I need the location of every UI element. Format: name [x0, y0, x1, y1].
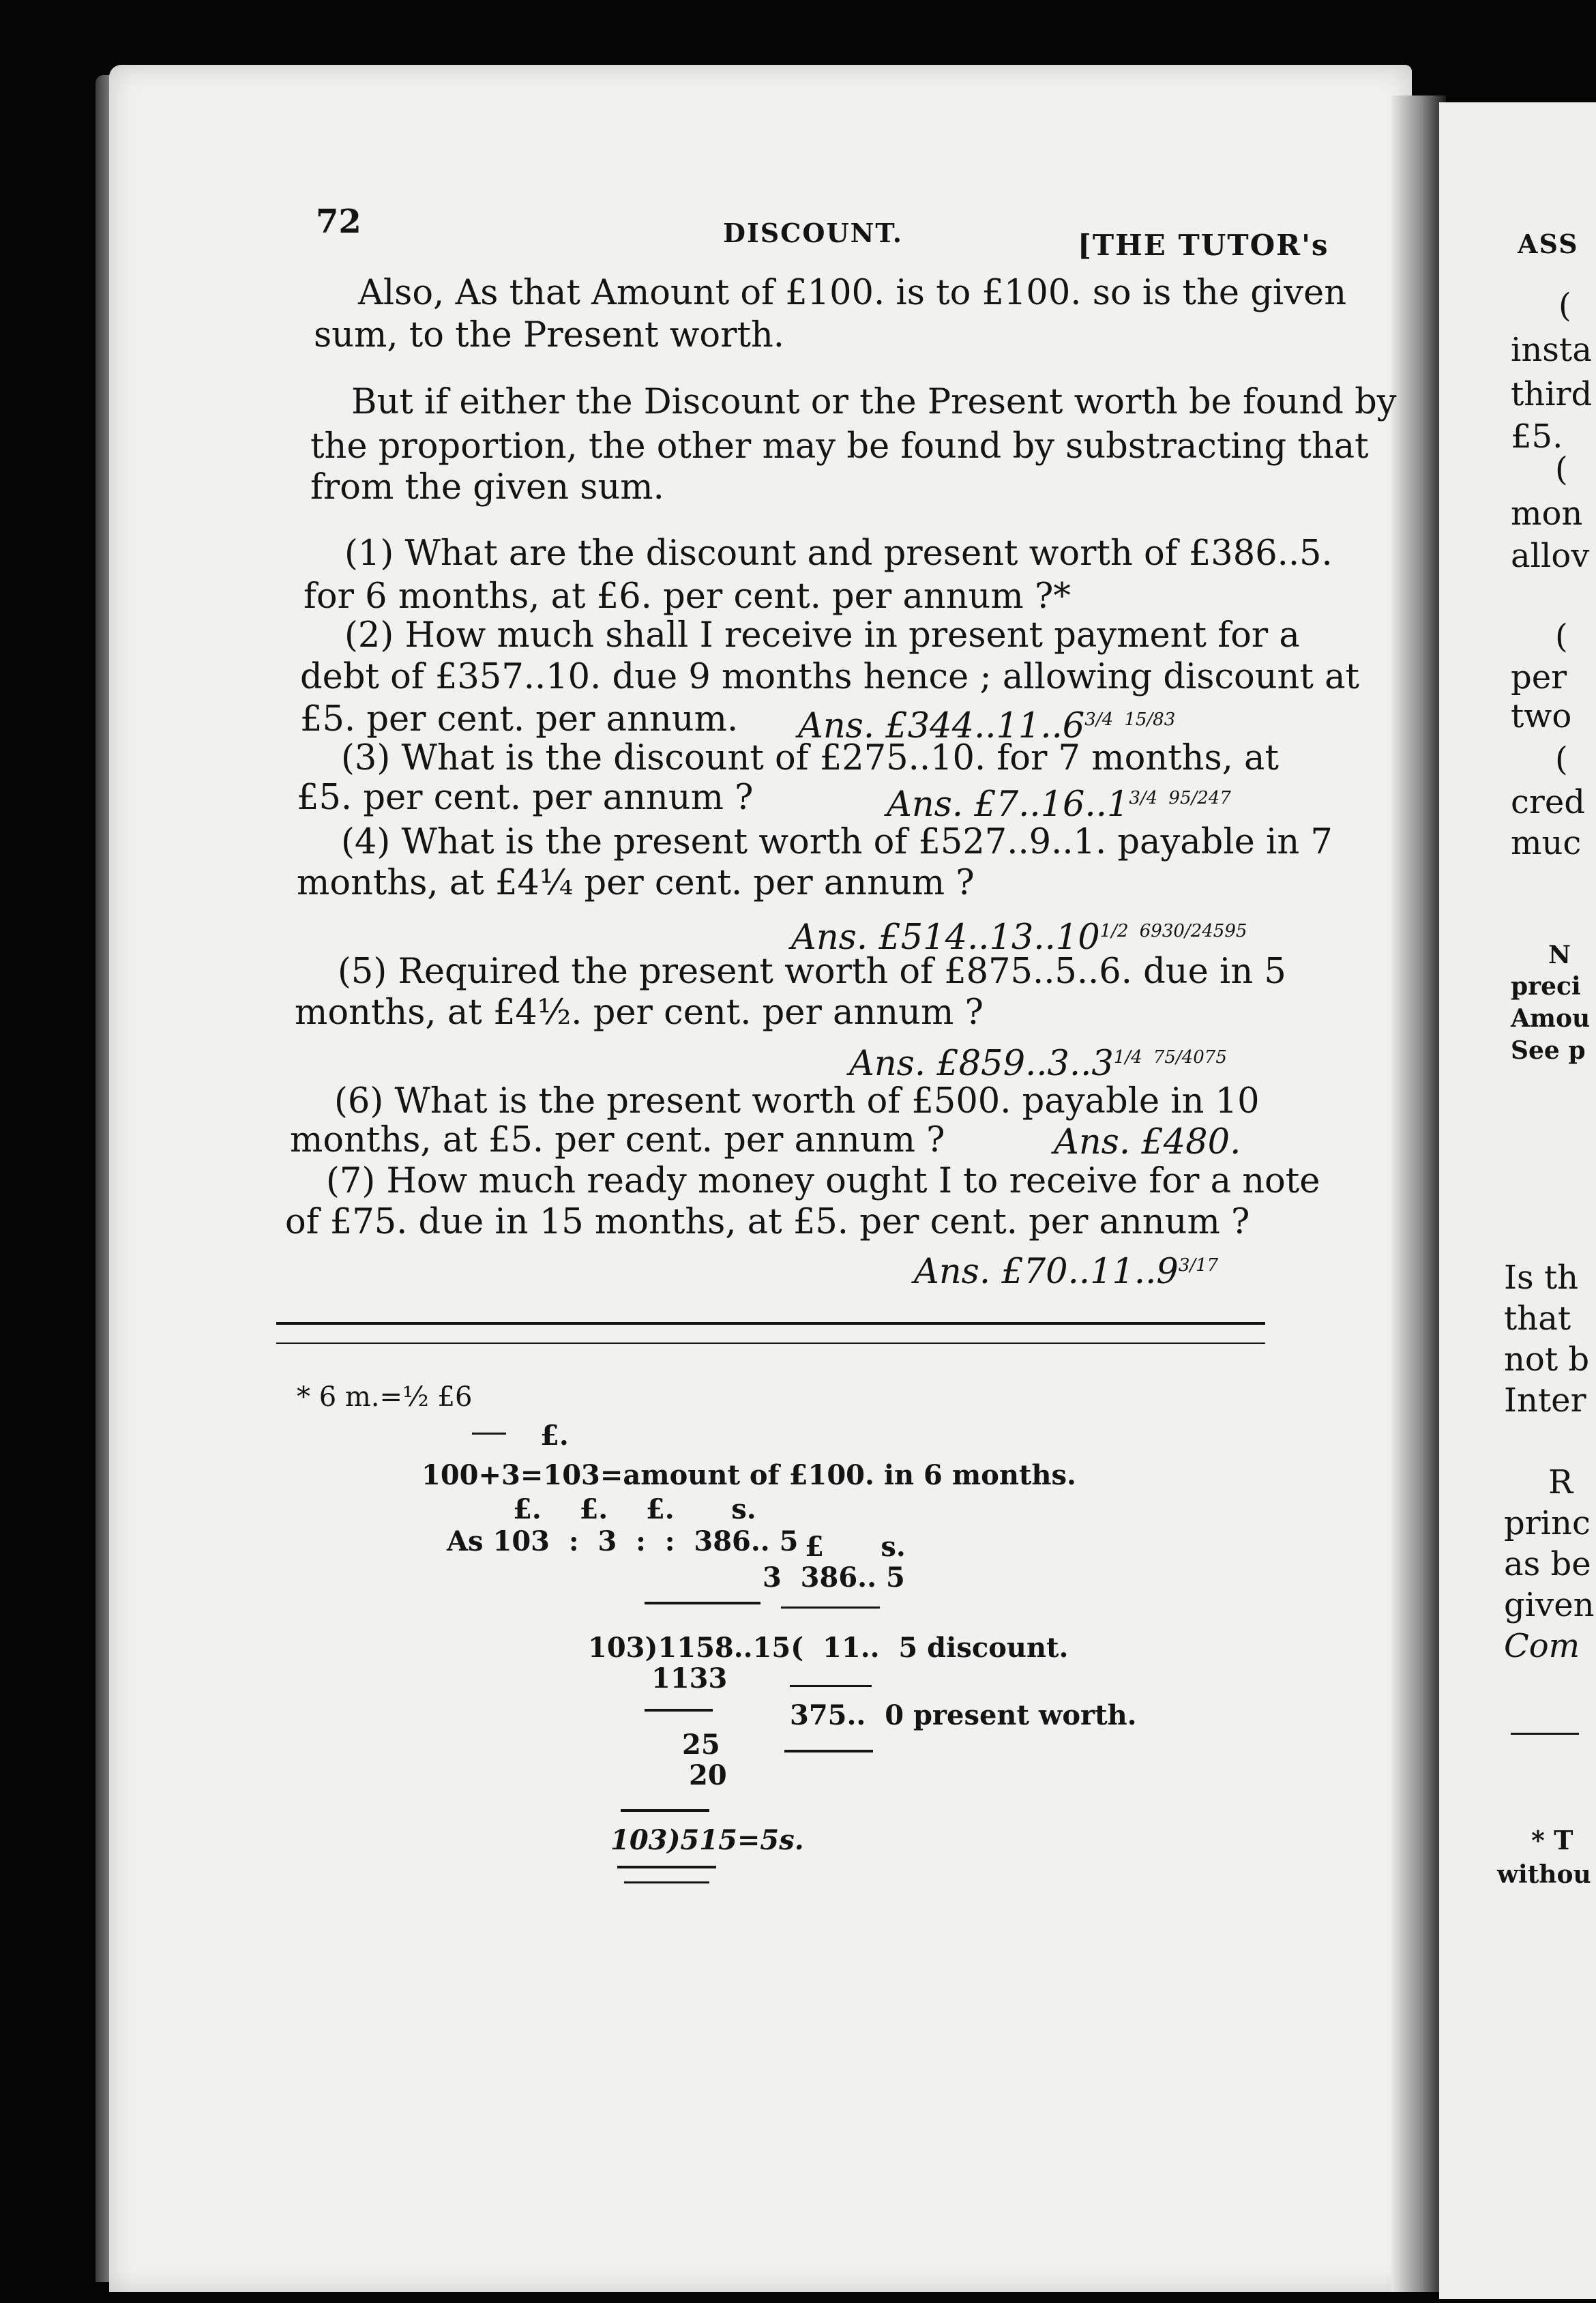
right-frag-22: R — [1548, 1463, 1573, 1501]
right-frag-25: given — [1504, 1586, 1595, 1624]
footnote-line-4: 3 386.. 5 — [763, 1561, 905, 1594]
problem-2-line-3: £5. per cent. per annum. — [300, 699, 739, 739]
right-frag-23: princ — [1504, 1504, 1591, 1542]
problem-4-line-2: months, at £4¼ per cent. per annum ? — [297, 863, 975, 903]
problem-3-line-1: (3) What is the discount of £275..10. for 7 months, at — [341, 738, 1279, 778]
right-frag-26: Com — [1504, 1627, 1580, 1665]
page-number: 72 — [316, 203, 361, 241]
footnote-rule-7 — [617, 1866, 716, 1868]
problem-7-line-1: (7) How much ready money ought I to receive for a note — [326, 1161, 1320, 1201]
page-gutter — [1391, 96, 1446, 2292]
right-frag-2: insta — [1511, 331, 1592, 369]
footnote-line-6: 1133 — [651, 1662, 728, 1695]
footnote-overbar — [472, 1433, 506, 1435]
right-frag-28: withou — [1497, 1860, 1591, 1889]
right-frag-1: ( — [1558, 287, 1571, 325]
footnote-rule-bottom — [276, 1343, 1265, 1344]
intro-line-1: Also, As that Amount of £100. is to £100. so is the given — [358, 273, 1347, 313]
problem-1-line-1: (1) What are the discount and present worth of £386..5. — [344, 533, 1333, 574]
right-frag-19: that — [1504, 1300, 1571, 1338]
footnote-rule-8 — [624, 1881, 709, 1883]
right-frag-10: two — [1511, 697, 1572, 735]
footnote-line-9: 20 — [689, 1759, 727, 1791]
footnote-rule-3 — [790, 1685, 872, 1687]
problem-6-line-2: months, at £5. per cent. per annum ? — [290, 1120, 945, 1160]
problem-7-answer: Ans. $£70..11..9^{3/17}$ — [914, 1252, 1219, 1292]
problem-7-line-2: of £75. due in 15 months, at £5. per cent. per annum ? — [285, 1202, 1250, 1242]
problem-5-answer: Ans. $£859..3..3^{1/4}$ $^{75/4075}$ — [849, 1044, 1227, 1084]
problem-3-answer: Ans. $£7..16..1^{3/4}$ $^{95/247}$ — [887, 784, 1231, 825]
problem-2-answer: Ans. $£344..11..6^{3/4}$ $^{15/83}$ — [798, 706, 1176, 746]
intro-line-5: from the given sum. — [310, 467, 664, 508]
right-frag-24: as be — [1504, 1545, 1591, 1583]
right-frag-11: ( — [1555, 740, 1568, 778]
right-frag-27: * T — [1531, 1825, 1573, 1855]
section-title: [THE TUTOR's — [1078, 229, 1329, 262]
footnote-line-5: 103)1158..15( 11.. 5 discount. — [588, 1632, 1069, 1664]
right-frag-17: See p — [1511, 1036, 1586, 1065]
right-frag-4: £5. — [1511, 417, 1563, 456]
problem-2-line-2: debt of £357..10. due 9 months hence ; allowing discount at — [300, 657, 1360, 697]
right-frag-13: muc — [1511, 824, 1582, 862]
right-frag-5: ( — [1555, 450, 1568, 488]
problem-5-line-2: months, at £4½. per cent. per annum ? — [295, 993, 984, 1033]
footnote-line-2: 100+3=103=amount of £100. in 6 months. — [422, 1459, 1076, 1491]
footnote-line-3: As 103 : 3 : : 386.. 5 — [447, 1525, 799, 1557]
footnote-rule-top — [276, 1322, 1265, 1325]
right-frag-3: third — [1511, 375, 1593, 413]
footnote-line-7: 375.. 0 present worth. — [790, 1699, 1137, 1731]
right-frag-6: mon — [1511, 495, 1583, 533]
intro-line-3: But if either the Discount or the Present worth be found by — [351, 382, 1397, 422]
intro-line-4: the proportion, the other may be found by substracting that — [310, 426, 1369, 467]
footnote-rule-1 — [645, 1602, 760, 1604]
right-frag-9: per — [1511, 658, 1567, 696]
footnote-rule-6 — [621, 1809, 709, 1812]
footnote-rule-2 — [781, 1607, 880, 1609]
right-frag-18: Is th — [1504, 1259, 1579, 1297]
right-frag-15: preci — [1511, 972, 1581, 1001]
problem-5-line-1: (5) Required the present worth of £875..5..6. due in 5 — [338, 952, 1286, 992]
problem-3-line-2: £5. per cent. per annum ? — [297, 778, 754, 818]
footnote-rule-5 — [784, 1750, 873, 1752]
problem-6-line-1: (6) What is the present worth of £500. payable in 10 — [334, 1081, 1260, 1121]
footnote-unit-pound: £. — [540, 1420, 569, 1452]
right-frag-14: N — [1548, 941, 1571, 969]
right-rule — [1511, 1733, 1579, 1735]
footnote-line-10: 103)515=5s. — [610, 1824, 804, 1856]
right-frag-20: not b — [1504, 1340, 1590, 1379]
right-frag-21: Inter — [1504, 1381, 1586, 1420]
problem-2-line-1: (2) How much shall I receive in present payment for a — [344, 615, 1300, 656]
problem-1-line-2: for 6 months, at £6. per cent. per annum ?* — [304, 576, 1071, 617]
footnote-line-1: * 6 m.=½ £6 — [297, 1381, 473, 1413]
right-frag-16: Amou — [1511, 1004, 1591, 1033]
footnote-rule-4 — [645, 1709, 713, 1712]
footnote-units-row-2: £ s. — [805, 1531, 906, 1563]
right-header: ASS — [1518, 229, 1579, 259]
right-frag-12: cred — [1511, 783, 1585, 821]
problem-6-answer: Ans. £480. — [1054, 1122, 1241, 1162]
footnote-units-row: £. £. £. s. — [513, 1493, 756, 1525]
footnote-line-8: 25 — [682, 1729, 720, 1761]
running-title: DISCOUNT. — [723, 218, 903, 248]
right-frag-8: ( — [1555, 617, 1568, 656]
problem-4-line-1: (4) What is the present worth of £527..9..1. payable in 7 — [341, 822, 1333, 862]
intro-line-2: sum, to the Present worth. — [314, 315, 785, 355]
right-frag-7: allov — [1511, 537, 1590, 575]
problem-4-answer: Ans. $£514..13..10^{1/2}$ $^{6930/24595}$ — [791, 918, 1247, 958]
